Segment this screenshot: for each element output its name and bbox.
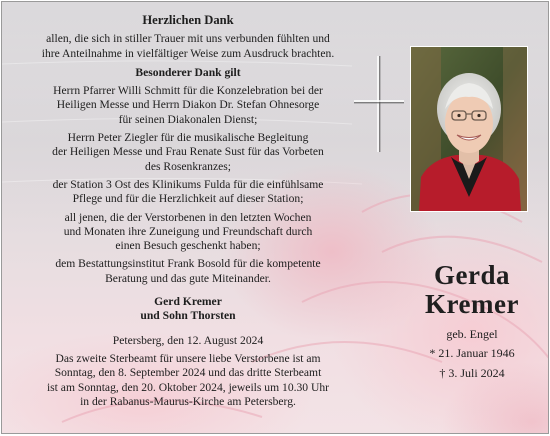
closing-line: ist am Sonntag, den 20. Oktober 2024, jeweils um 10.30 Uhr	[46, 380, 330, 394]
place-date: Petersberg, den 12. August 2024	[112, 333, 264, 347]
thanks-paragraph	[10, 131, 366, 174]
thanks-line: dem Bestattungsinstitut Frank Bosold für die kompetente	[55, 257, 321, 271]
thanks-line: der Heiligen Messe und Frau Renate Sust für das Vorbeten	[52, 145, 324, 159]
thanks-line: und Monaten ihre Zuneigung und Freundschaft durch	[63, 224, 313, 238]
last-name: Kremer	[425, 289, 519, 319]
thanks-paragraph	[10, 84, 366, 127]
thanks-line: der Station 3 Ost des Klinikums Fulda für die einfühlsame	[52, 177, 324, 191]
birth-name: geb. Engel	[446, 327, 498, 341]
first-name: Gerda	[434, 260, 510, 290]
obituary-card	[1, 1, 549, 434]
closing-line: in der Rabanus-Maurus-Kirche am Petersberg.	[80, 394, 296, 408]
thanks-line: Pflege und für die Herzlichkeit auf dieser Station;	[72, 192, 304, 206]
death-date: † 3. Juli 2024	[439, 366, 505, 380]
thanks-line: Herrn Peter Ziegler für die musikalische Begleitung	[67, 131, 309, 145]
birth-date: * 21. Januar 1946	[429, 346, 515, 360]
thanks-text-column	[10, 2, 366, 409]
signature-line: Gerd Kremer	[154, 295, 222, 309]
thanks-paragraph	[10, 211, 366, 254]
thanks-line: einen Besuch geschenkt haben;	[115, 239, 261, 253]
thanks-line: all jenen, die der Verstorbenen in den letzten Wochen	[64, 210, 312, 224]
closing-line: Das zweite Sterbeamt für unsere liebe Verstorbene ist am	[55, 351, 321, 365]
thanks-line: für seinen Diakonalen Dienst;	[118, 112, 258, 126]
thanks-line: des Rosenkranzes;	[145, 159, 231, 173]
closing-line: Sonntag, den 8. September 2024 und das dritte Sterbeamt	[54, 366, 322, 380]
thanks-paragraph	[10, 257, 366, 286]
intro-line: allen, die sich in stiller Trauer mit uns verbunden fühlten und	[46, 32, 330, 46]
portrait-illustration	[411, 47, 527, 211]
cross-icon	[354, 56, 404, 152]
thanks-line: Heiligen Messe und Herrn Diakon Dr. Stefan Ohnesorge	[56, 98, 320, 112]
special-thanks-heading: Besonderer Dank gilt	[135, 65, 241, 79]
intro-line: ihre Anteilnahme in vielfältiger Weise zum Ausdruck brachten.	[41, 46, 335, 60]
thanks-heading: Herzlichen Dank	[142, 13, 234, 27]
thanks-paragraph	[10, 178, 366, 207]
portrait-photo	[410, 46, 528, 212]
thanks-line: Beratung und das gute Miteinander.	[105, 271, 271, 285]
thanks-line: Herrn Pfarrer Willi Schmitt für die Konzelebration bei der	[53, 84, 323, 98]
signature-line: und Sohn Thorsten	[140, 309, 236, 323]
